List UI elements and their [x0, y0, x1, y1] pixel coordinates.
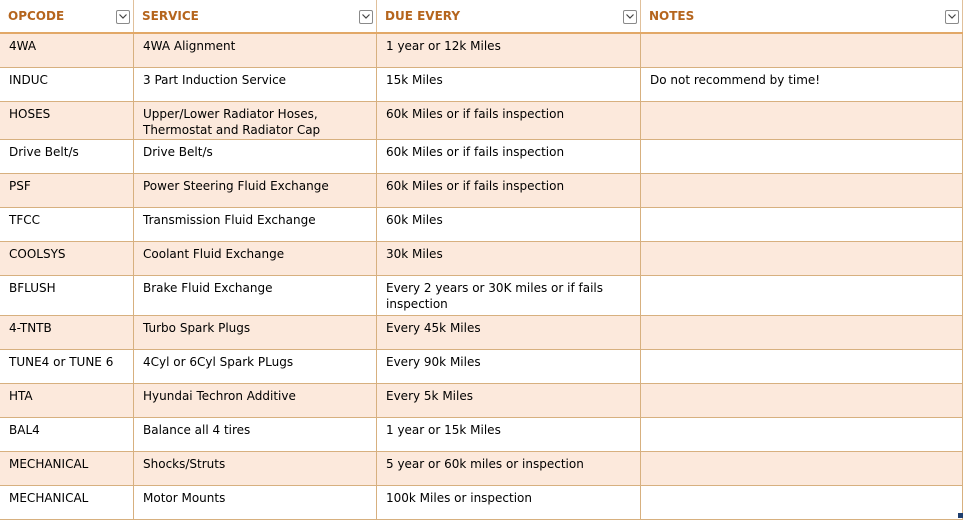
- cell-opcode[interactable]: BAL4: [0, 418, 134, 452]
- cell-service[interactable]: Drive Belt/s: [134, 140, 377, 174]
- cell-service[interactable]: Motor Mounts: [134, 486, 377, 520]
- cell-due-every[interactable]: 15k Miles: [377, 68, 641, 102]
- cell-notes[interactable]: [641, 418, 963, 452]
- cell-opcode[interactable]: MECHANICAL: [0, 452, 134, 486]
- cell-notes[interactable]: [641, 316, 963, 350]
- cell-opcode[interactable]: TUNE4 or TUNE 6: [0, 350, 134, 384]
- table-header: [0, 0, 963, 34]
- cell-due-every[interactable]: 60k Miles or if fails inspection: [377, 174, 641, 208]
- cell-due-every[interactable]: Every 45k Miles: [377, 316, 641, 350]
- cell-opcode[interactable]: BFLUSH: [0, 276, 134, 316]
- cell-due-every[interactable]: 30k Miles: [377, 242, 641, 276]
- cell-notes[interactable]: [641, 140, 963, 174]
- cell-service[interactable]: Brake Fluid Exchange: [134, 276, 377, 316]
- chevron-down-icon: [119, 14, 127, 19]
- cell-due-every[interactable]: Every 5k Miles: [377, 384, 641, 418]
- cell-notes[interactable]: [641, 452, 963, 486]
- column-header-label: OPCODE: [8, 8, 64, 24]
- table-row: [0, 174, 963, 208]
- cell-opcode[interactable]: HOSES: [0, 102, 134, 140]
- cell-due-every[interactable]: 5 year or 60k miles or inspection: [377, 452, 641, 486]
- filter-dropdown-button[interactable]: [359, 10, 373, 24]
- cell-notes[interactable]: [641, 102, 963, 140]
- cell-opcode[interactable]: INDUC: [0, 68, 134, 102]
- cell-due-every[interactable]: Every 90k Miles: [377, 350, 641, 384]
- table-row: [0, 350, 963, 384]
- table-row: [0, 68, 963, 102]
- table-row: [0, 486, 963, 520]
- column-header-service: [134, 0, 377, 32]
- cell-notes[interactable]: [641, 242, 963, 276]
- filter-dropdown-button[interactable]: [945, 10, 959, 24]
- cell-service[interactable]: Shocks/Struts: [134, 452, 377, 486]
- cell-service[interactable]: 4Cyl or 6Cyl Spark PLugs: [134, 350, 377, 384]
- cell-opcode[interactable]: TFCC: [0, 208, 134, 242]
- cell-service[interactable]: Power Steering Fluid Exchange: [134, 174, 377, 208]
- cell-opcode[interactable]: HTA: [0, 384, 134, 418]
- table-row: [0, 418, 963, 452]
- cell-notes[interactable]: Do not recommend by time!: [641, 68, 963, 102]
- table-row: [0, 208, 963, 242]
- cell-opcode[interactable]: COOLSYS: [0, 242, 134, 276]
- cell-opcode[interactable]: 4-TNTB: [0, 316, 134, 350]
- cell-service[interactable]: Upper/Lower Radiator Hoses, Thermostat and Radiator Cap: [134, 102, 377, 140]
- cell-opcode[interactable]: MECHANICAL: [0, 486, 134, 520]
- table-resize-handle[interactable]: [958, 513, 963, 518]
- column-header-label: DUE EVERY: [385, 8, 460, 24]
- column-header-opcode: [0, 0, 134, 32]
- chevron-down-icon: [626, 14, 634, 19]
- cell-service[interactable]: 3 Part Induction Service: [134, 68, 377, 102]
- cell-notes[interactable]: [641, 276, 963, 316]
- cell-notes[interactable]: [641, 486, 963, 520]
- table-row: [0, 102, 963, 140]
- column-header-due-every: [377, 0, 641, 32]
- chevron-down-icon: [362, 14, 370, 19]
- cell-notes[interactable]: [641, 174, 963, 208]
- column-header-label: SERVICE: [142, 8, 199, 24]
- table-row: [0, 316, 963, 350]
- column-header-notes: [641, 0, 963, 32]
- cell-service[interactable]: Balance all 4 tires: [134, 418, 377, 452]
- table-row: [0, 34, 963, 68]
- cell-opcode[interactable]: PSF: [0, 174, 134, 208]
- cell-due-every[interactable]: 1 year or 12k Miles: [377, 34, 641, 68]
- cell-due-every[interactable]: 100k Miles or inspection: [377, 486, 641, 520]
- cell-service[interactable]: Coolant Fluid Exchange: [134, 242, 377, 276]
- cell-notes[interactable]: [641, 34, 963, 68]
- cell-opcode[interactable]: 4WA: [0, 34, 134, 68]
- cell-notes[interactable]: [641, 384, 963, 418]
- cell-notes[interactable]: [641, 350, 963, 384]
- cell-service[interactable]: Turbo Spark Plugs: [134, 316, 377, 350]
- cell-due-every[interactable]: 1 year or 15k Miles: [377, 418, 641, 452]
- filter-dropdown-button[interactable]: [623, 10, 637, 24]
- table-row: [0, 242, 963, 276]
- column-header-label: NOTES: [649, 8, 694, 24]
- cell-service[interactable]: 4WA Alignment: [134, 34, 377, 68]
- cell-service[interactable]: Transmission Fluid Exchange: [134, 208, 377, 242]
- cell-due-every[interactable]: Every 2 years or 30K miles or if fails inspection: [377, 276, 641, 316]
- filter-dropdown-button[interactable]: [116, 10, 130, 24]
- cell-notes[interactable]: [641, 208, 963, 242]
- cell-opcode[interactable]: Drive Belt/s: [0, 140, 134, 174]
- cell-due-every[interactable]: 60k Miles: [377, 208, 641, 242]
- table-row: [0, 140, 963, 174]
- chevron-down-icon: [948, 14, 956, 19]
- table-row: [0, 384, 963, 418]
- cell-due-every[interactable]: 60k Miles or if fails inspection: [377, 102, 641, 140]
- cell-service[interactable]: Hyundai Techron Additive: [134, 384, 377, 418]
- table-row: [0, 452, 963, 486]
- cell-due-every[interactable]: 60k Miles or if fails inspection: [377, 140, 641, 174]
- table-row: [0, 276, 963, 316]
